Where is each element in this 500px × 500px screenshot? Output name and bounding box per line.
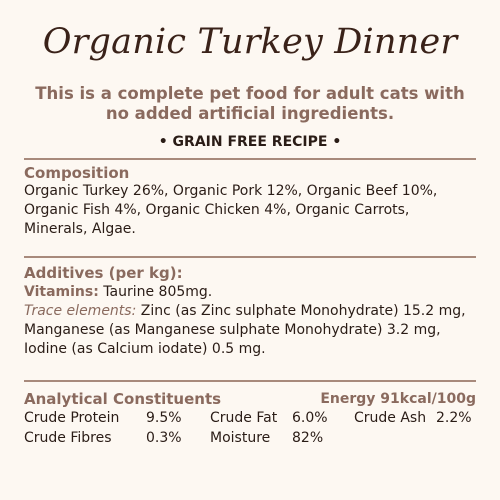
constituent-name: Crude Protein: [24, 410, 120, 426]
composition-heading: Composition: [24, 164, 130, 182]
constituent-value: 6.0%: [292, 410, 328, 426]
vitamins-line: [24, 283, 476, 302]
constituent-name: Crude Fibres: [24, 430, 112, 446]
energy-value: Energy 91kcal/100g: [320, 391, 476, 407]
trace-elements-text: Zinc (as Zinc sulphate Monohydrate) 15.2 mg, Manganese (as Manganese sulphate Monohydrate) 3.2 mg, Iodine (as Calcium iodate) 0.5 mg.: [24, 303, 466, 357]
constituent-name: Moisture: [210, 430, 271, 446]
constituent-value: 0.3%: [146, 430, 182, 446]
trace-elements: [24, 302, 476, 359]
additives-heading: Additives (per kg):: [24, 264, 183, 282]
constituent-value: 9.5%: [146, 410, 182, 426]
constituent-name: Crude Ash: [354, 410, 427, 426]
page-title: Organic Turkey Dinner: [42, 22, 458, 62]
vitamins-label: Vitamins:: [24, 284, 99, 300]
constituent-name: Crude Fat: [210, 410, 278, 426]
grain-free-badge: • GRAIN FREE RECIPE •: [158, 134, 342, 150]
divider: [24, 158, 476, 160]
constituent-value: 82%: [292, 430, 324, 446]
divider: [24, 256, 476, 258]
composition-text: Organic Turkey 26%, Organic Pork 12%, Organic Beef 10%, Organic Fish 4%, Organic Chicken 4%, Organic Carrots, Minerals, Algae.: [24, 183, 438, 237]
constituent-value: 2.2%: [436, 410, 472, 426]
subtitle: This is a complete pet food for adult cats with no added artificial ingredients.: [35, 84, 465, 123]
trace-elements-label: Trace elements:: [24, 303, 137, 319]
analytical-heading: Analytical Constituents: [24, 390, 222, 408]
divider: [24, 380, 476, 382]
vitamins-text: Taurine 805mg.: [103, 284, 213, 300]
